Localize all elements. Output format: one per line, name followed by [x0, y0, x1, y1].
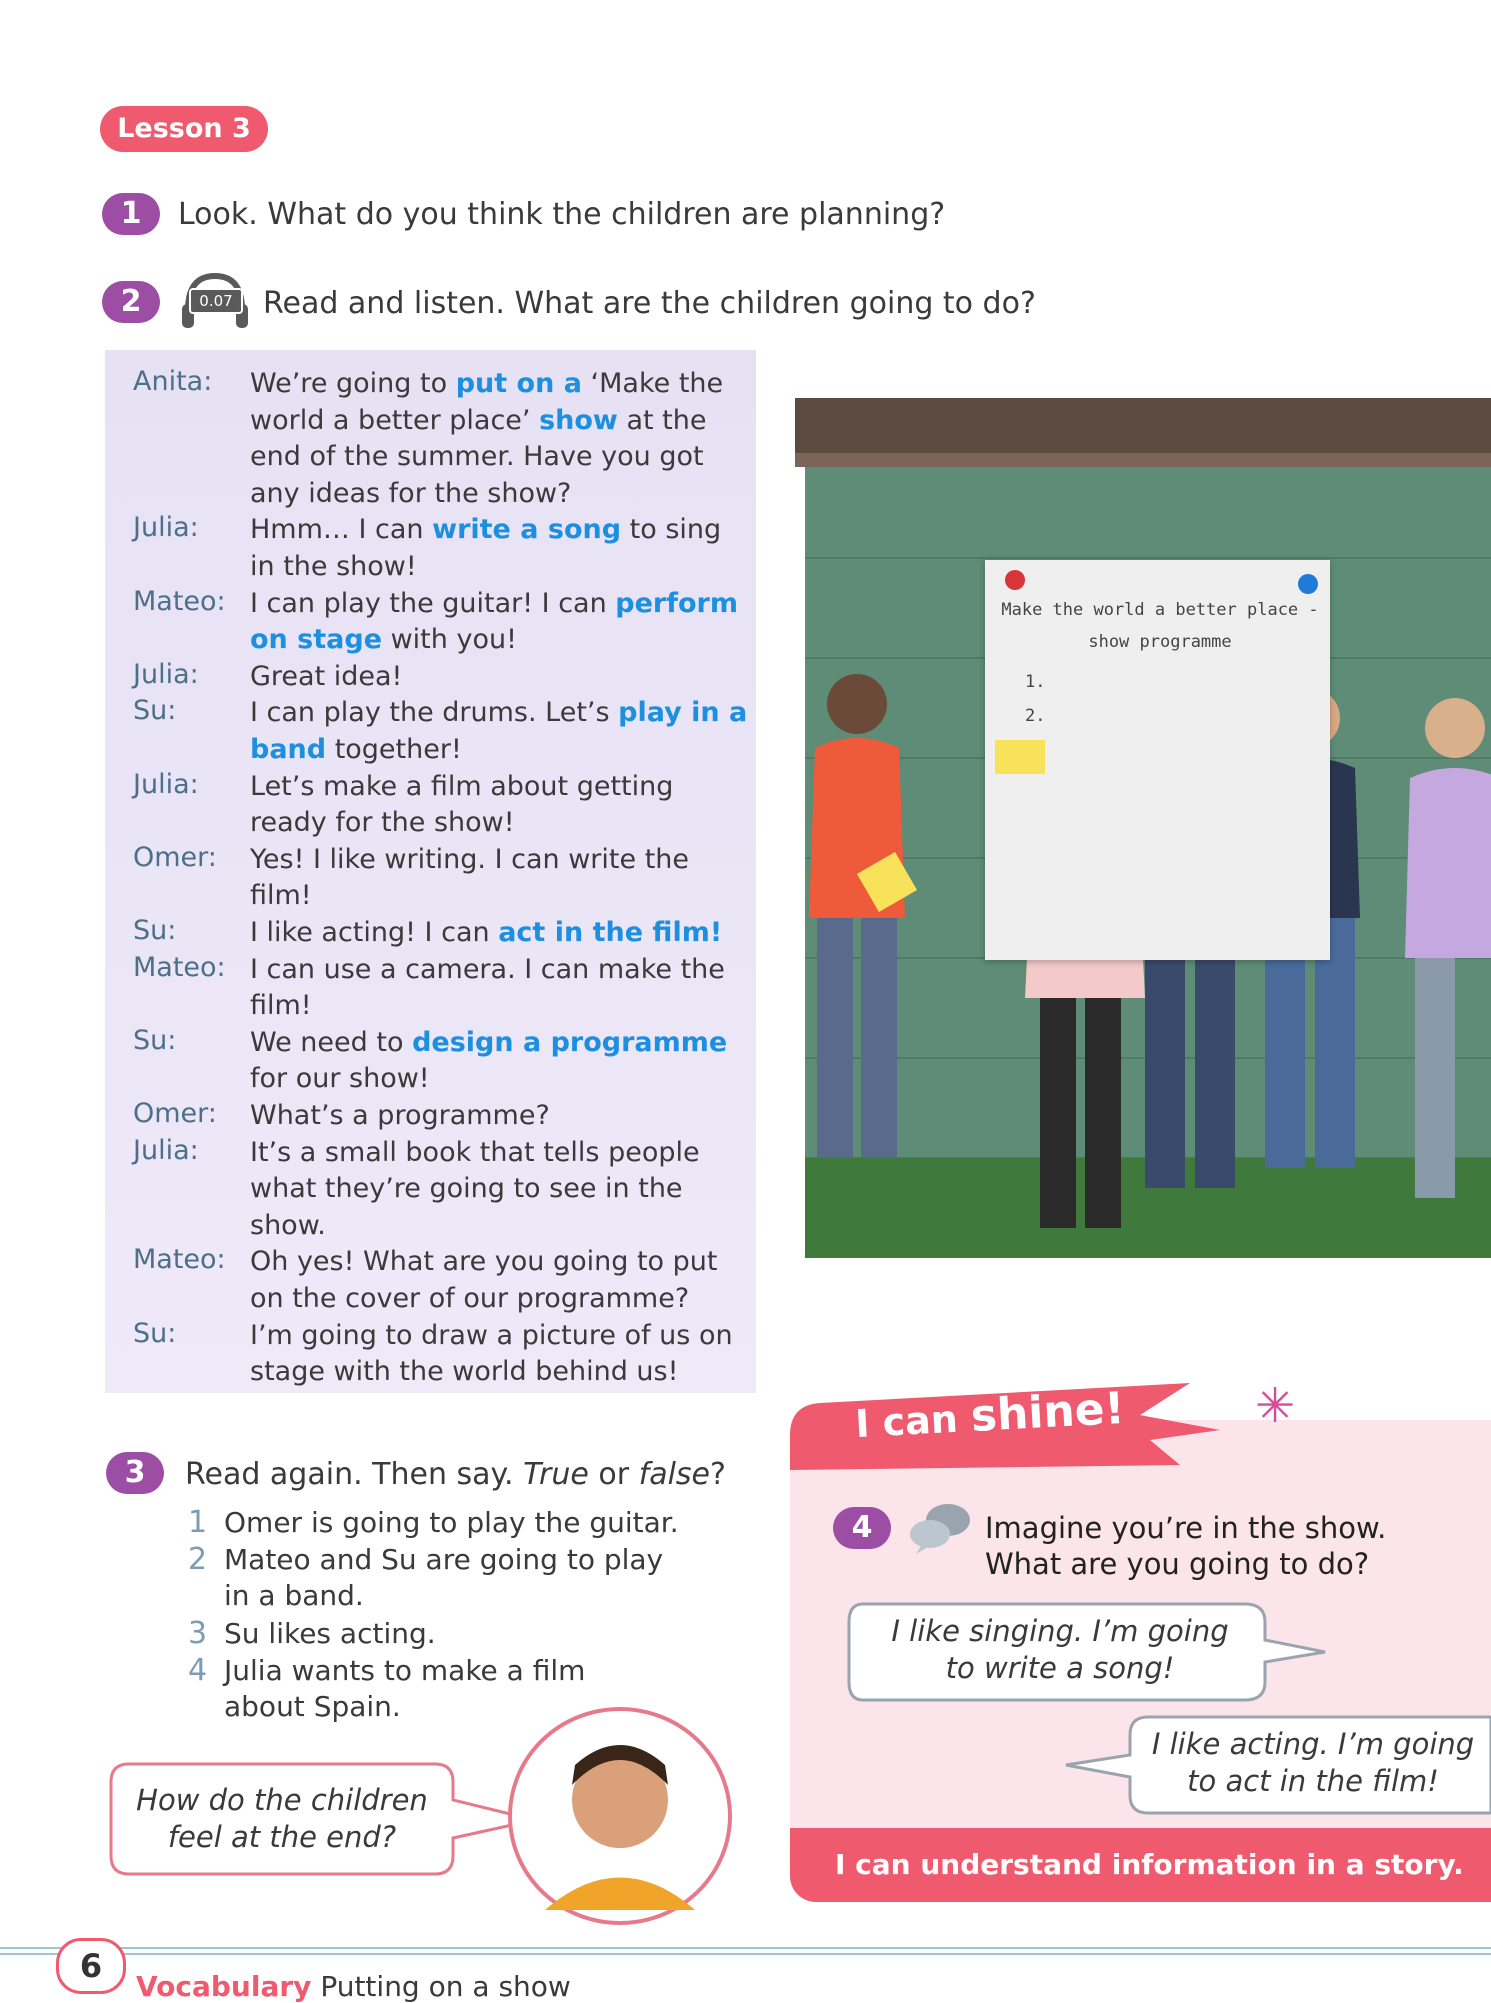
question-text: How do the children feel at the end? [136, 1783, 428, 1854]
vocabulary-phrase: act in the film! [498, 917, 723, 948]
vocabulary-phrase: write a song [432, 514, 622, 546]
dialogue-speaker: Mateo: [133, 1244, 226, 1276]
dialogue-line [250, 842, 750, 915]
dialogue-speaker: Julia: [133, 1134, 199, 1166]
dialogue-text: Oh yes! What are you going to put on the cover of our programme? [250, 1246, 718, 1314]
exercise-3-number: 3 [106, 1452, 164, 1494]
dialogue-text: Hmm… I can [250, 514, 433, 546]
item-number: 3 [188, 1616, 208, 1651]
lesson-badge: Lesson 3 [100, 106, 268, 152]
item-text: Su likes acting. [224, 1617, 436, 1650]
item-number: 4 [188, 1653, 208, 1688]
exercise-2-instruction: Read and listen. What are the children going to do? [263, 286, 1036, 321]
dialogue-speaker: Mateo: [133, 585, 226, 617]
exercise-4-number: 4 [833, 1507, 891, 1549]
vocabulary-phrase: show [539, 404, 618, 436]
item-text: Julia wants to make a film [224, 1654, 586, 1687]
dialogue-text: I can play the drums. Let’s [250, 697, 619, 729]
dialogue-line [250, 695, 750, 768]
vocabulary-phrase: put on a [455, 368, 582, 399]
dialogue-line [250, 1244, 750, 1317]
dialogue-speaker: Omer: [133, 1098, 217, 1129]
dialogue-speaker: Julia: [133, 658, 199, 690]
item-number: 1 [188, 1505, 208, 1540]
item-text-continued: in a band. [224, 1579, 364, 1612]
footer-rule [0, 1947, 1491, 1949]
true-false-item [188, 1653, 585, 1688]
exercise-1-number: 1 [102, 193, 160, 235]
dialogue-text: Yes! I like writing. I can write the film! [250, 843, 690, 912]
dialogue-text: together! [326, 733, 462, 765]
can-do-statement: I can understand information in a story. [835, 1848, 1464, 1881]
dialogue-speaker: Su: [133, 915, 177, 946]
true-false-item [188, 1616, 436, 1651]
dialogue-text: We’re going to [250, 368, 456, 399]
blue-pin-icon [1298, 574, 1318, 594]
answer-bubble-2-text: I like acting. I’m going to act in the film! [1151, 1727, 1475, 1798]
dialogue-speaker: Anita: [133, 366, 213, 397]
dialogue-text: at the end of the summer. Have you got any ideas for the show? [250, 404, 707, 509]
dialogue-line [250, 366, 750, 512]
item-text-continued: about Spain. [224, 1690, 401, 1723]
dialogue-text: Let’s make a film about getting ready for the show! [250, 770, 674, 839]
red-pin-icon [1005, 570, 1025, 590]
boy-avatar [505, 1705, 735, 1927]
notice-item-1: 1. [1025, 672, 1046, 692]
dialogue-speaker: Su: [133, 695, 177, 727]
dialogue-line [250, 915, 750, 952]
dialogue-speaker: Su: [133, 1024, 177, 1056]
dialogue-line [250, 1098, 750, 1135]
dialogue-text: I can play the guitar! I can [250, 587, 616, 619]
audio-track-number: 0.07 [189, 288, 243, 314]
vocabulary-phrase: play in a band [250, 697, 748, 765]
sticky-note [995, 740, 1045, 774]
answer-bubble-1-text: I like singing. I’m going to write a song! [891, 1614, 1229, 1685]
dialogue-line [250, 1025, 750, 1098]
dialogue-speaker: Omer: [133, 841, 217, 873]
dialogue-text: for our show! [250, 1063, 430, 1095]
dialogue-text: Great idea! [250, 660, 403, 692]
dialogue-text: ‘Make the world a better place’ [250, 368, 724, 436]
dialogue-text: I like acting! I can [250, 917, 499, 948]
vocabulary-phrase: design a programme [412, 1026, 728, 1058]
speech-bubbles-icon [908, 1500, 972, 1556]
dialogue-speaker: Julia: [133, 768, 199, 800]
dialogue-text: with you! [382, 624, 517, 656]
page-number: 6 [56, 1938, 126, 1994]
dialogue-line [250, 1135, 750, 1245]
dialogue-speaker: Julia: [133, 512, 199, 544]
dialogue-text: It’s a small book that tells people what they’re going to see in the show. [250, 1136, 700, 1241]
dialogue-text: We need to [250, 1026, 413, 1058]
dialogue-line [250, 769, 750, 842]
shine-title: I can shine! [854, 1382, 1126, 1447]
dialogue-text: I’m going to draw a picture of us on stage with the world behind us! [250, 1319, 733, 1388]
exercise-1-instruction: Look. What do you think the children are planning? [178, 197, 946, 232]
true-false-item [188, 1542, 663, 1577]
item-number: 2 [188, 1542, 208, 1577]
notice-subtitle: show programme [1088, 632, 1232, 652]
notice-item-2: 2. [1025, 706, 1046, 726]
dialogue-line [250, 586, 750, 659]
dialogue-text: What’s a programme? [250, 1100, 550, 1131]
dialogue-line [250, 952, 750, 1025]
dialogue-line [250, 512, 750, 585]
notice-title: Make the world a better place - [1001, 600, 1319, 620]
sparkle-icon: ✳ [1255, 1378, 1296, 1434]
footer-rule-2 [0, 1953, 1491, 1955]
dialogue-speaker: Mateo: [133, 951, 226, 983]
exercise-2-number: 2 [102, 281, 160, 323]
dialogue-text: I can use a camera. I can make the film! [250, 953, 725, 1022]
true-false-item [188, 1505, 679, 1540]
exercise-4-instruction: Imagine you’re in the show. What are you going to do? [985, 1511, 1387, 1581]
item-text: Omer is going to play the guitar. [224, 1506, 679, 1539]
footer-section: Vocabulary Putting on a show [136, 1970, 571, 2003]
dialogue-speaker: Su: [133, 1317, 177, 1349]
dialogue-panel [105, 350, 756, 1393]
dialogue-line [250, 659, 750, 696]
item-text: Mateo and Su are going to play [224, 1543, 664, 1576]
dialogue-text: to sing in the show! [250, 514, 722, 582]
vocabulary-phrase: perform on stage [250, 587, 738, 656]
exercise-3-instruction: Read again. Then say. True or false? [185, 1457, 726, 1492]
dialogue-line [250, 1318, 750, 1391]
